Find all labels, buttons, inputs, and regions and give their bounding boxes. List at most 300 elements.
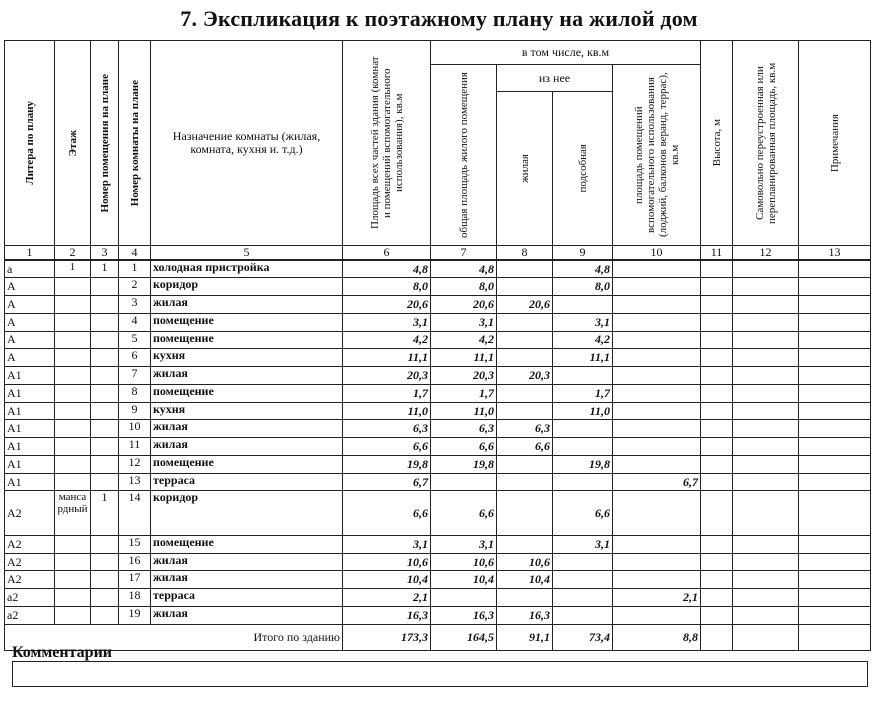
cell-empty	[799, 589, 871, 607]
cell-total: 10,4	[343, 571, 431, 589]
cell-letter: а2	[5, 589, 55, 607]
cell-total: 11,1	[343, 349, 431, 367]
cell-empty	[799, 278, 871, 296]
cell-letter: А	[5, 296, 55, 314]
cell-total: 6,6	[343, 491, 431, 535]
column-number: 11	[701, 246, 733, 261]
cell-aux: 11,1	[553, 349, 613, 367]
column-number: 5	[151, 246, 343, 261]
header-total-area: Площадь всех частей здания (комнат и помещений вспомогательного использования), кв.м	[343, 41, 431, 246]
header-auxiliary-area: площадь помещений вспомогательного использования (лоджий, балконов веранд, террас), кв.м	[613, 65, 701, 246]
cell-letter: а2	[5, 606, 55, 624]
cell-premise: 1	[91, 491, 119, 535]
cell-empty	[701, 313, 733, 331]
cell-general: 4,8	[431, 260, 497, 278]
cell-name: коридор	[151, 278, 343, 296]
header-room-number: Номер комнаты на плане	[119, 41, 151, 246]
cell-living	[497, 260, 553, 278]
cell-room: 9	[119, 402, 151, 420]
cell-living: 16,3	[497, 606, 553, 624]
cell-aux: 4,2	[553, 331, 613, 349]
cell-name: жилая	[151, 420, 343, 438]
cell-empty	[733, 438, 799, 456]
cell-floor	[55, 455, 91, 473]
cell-empty	[799, 491, 871, 535]
cell-letter: А1	[5, 384, 55, 402]
table-row	[5, 349, 871, 367]
cell-balcony	[613, 606, 701, 624]
table-row	[5, 438, 871, 456]
cell-balcony: 2,1	[613, 589, 701, 607]
cell-letter: А1	[5, 438, 55, 456]
cell-empty	[701, 402, 733, 420]
table-row	[5, 606, 871, 624]
cell-aux: 11,0	[553, 402, 613, 420]
cell-name: жилая	[151, 571, 343, 589]
table-row	[5, 260, 871, 278]
column-number: 7	[431, 246, 497, 261]
cell-name: помещение	[151, 535, 343, 553]
cell-general: 10,6	[431, 553, 497, 571]
cell-floor	[55, 278, 91, 296]
cell-aux: 6,6	[553, 491, 613, 535]
cell-empty	[733, 455, 799, 473]
cell-name: кухня	[151, 402, 343, 420]
cell-aux	[553, 473, 613, 491]
cell-room: 6	[119, 349, 151, 367]
cell-name: терраса	[151, 589, 343, 607]
cell-empty	[733, 260, 799, 278]
column-number: 2	[55, 246, 91, 261]
cell-living	[497, 455, 553, 473]
cell-empty	[799, 420, 871, 438]
cell-name: жилая	[151, 553, 343, 571]
cell-premise	[91, 402, 119, 420]
cell-balcony	[613, 455, 701, 473]
cell-general: 16,3	[431, 606, 497, 624]
cell-aux	[553, 367, 613, 385]
header-including: в том числе, кв.м	[431, 41, 701, 65]
cell-letter: А	[5, 331, 55, 349]
cell-premise	[91, 553, 119, 571]
cell-floor	[55, 402, 91, 420]
cell-aux: 1,7	[553, 384, 613, 402]
cell-room: 14	[119, 491, 151, 535]
cell-room: 18	[119, 589, 151, 607]
table-row	[5, 455, 871, 473]
cell-balcony	[613, 491, 701, 535]
cell-total: 6,7	[343, 473, 431, 491]
cell-balcony	[613, 313, 701, 331]
cell-floor	[55, 367, 91, 385]
cell-floor	[55, 535, 91, 553]
cell-floor	[55, 420, 91, 438]
column-number: 12	[733, 246, 799, 261]
cell-empty	[733, 606, 799, 624]
cell-aux	[553, 553, 613, 571]
cell-general	[431, 473, 497, 491]
cell-empty	[799, 296, 871, 314]
cell-total: 20,6	[343, 296, 431, 314]
cell-floor: мансардный	[55, 491, 91, 535]
cell-empty	[733, 313, 799, 331]
cell-empty	[799, 571, 871, 589]
cell-general: 4,2	[431, 331, 497, 349]
cell-empty	[701, 260, 733, 278]
cell-empty	[733, 420, 799, 438]
cell-general: 1,7	[431, 384, 497, 402]
cell-balcony	[613, 402, 701, 420]
cell-premise	[91, 296, 119, 314]
cell-letter: а	[5, 260, 55, 278]
cell-empty	[799, 473, 871, 491]
cell-empty	[701, 367, 733, 385]
totals-general: 164,5	[431, 625, 497, 651]
cell-premise	[91, 535, 119, 553]
cell-room: 12	[119, 455, 151, 473]
cell-room: 7	[119, 367, 151, 385]
page-title: 7. Экспликация к поэтажному плану на жилой дом	[180, 6, 698, 31]
cell-room: 3	[119, 296, 151, 314]
cell-empty	[799, 367, 871, 385]
totals-label: Итого по зданию	[5, 625, 343, 651]
cell-premise	[91, 349, 119, 367]
cell-letter: А	[5, 349, 55, 367]
cell-name: помещение	[151, 331, 343, 349]
cell-empty	[701, 278, 733, 296]
header-unauthorized: Самовольно переустроенная или перепланированная площадь, кв.м	[733, 41, 799, 246]
cell-floor	[55, 438, 91, 456]
cell-aux: 3,1	[553, 313, 613, 331]
cell-empty	[733, 331, 799, 349]
cell-empty	[799, 402, 871, 420]
cell-floor	[55, 296, 91, 314]
cell-living	[497, 402, 553, 420]
cell-floor	[55, 331, 91, 349]
cell-letter: А	[5, 278, 55, 296]
cell-room: 16	[119, 553, 151, 571]
cell-general: 6,6	[431, 438, 497, 456]
cell-floor	[55, 313, 91, 331]
table-row	[5, 313, 871, 331]
cell-empty	[799, 438, 871, 456]
cell-balcony: 6,7	[613, 473, 701, 491]
cell-total: 11,0	[343, 402, 431, 420]
cell-letter: А1	[5, 420, 55, 438]
cell-premise	[91, 473, 119, 491]
cell-room: 4	[119, 313, 151, 331]
cell-empty	[799, 535, 871, 553]
cell-room: 1	[119, 260, 151, 278]
cell-aux: 4,8	[553, 260, 613, 278]
cell-empty	[701, 606, 733, 624]
cell-letter: А2	[5, 553, 55, 571]
cell-premise	[91, 331, 119, 349]
header-general-area: общая площадь жилого помещения	[431, 65, 497, 246]
cell-empty	[799, 313, 871, 331]
cell-empty	[701, 571, 733, 589]
cell-balcony	[613, 367, 701, 385]
cell-floor	[55, 553, 91, 571]
header-utility: подсобная	[553, 92, 613, 246]
header-letter: Литера по плану	[5, 41, 55, 246]
totals-empty	[733, 625, 799, 651]
cell-premise	[91, 313, 119, 331]
cell-total: 1,7	[343, 384, 431, 402]
cell-general: 19,8	[431, 455, 497, 473]
table-row	[5, 331, 871, 349]
cell-living: 20,6	[497, 296, 553, 314]
cell-empty	[733, 473, 799, 491]
cell-name: коридор	[151, 491, 343, 535]
cell-empty	[733, 553, 799, 571]
cell-living	[497, 589, 553, 607]
cell-living	[497, 278, 553, 296]
cell-balcony	[613, 420, 701, 438]
cell-empty	[733, 278, 799, 296]
cell-premise	[91, 384, 119, 402]
totals-aux: 73,4	[553, 625, 613, 651]
cell-empty	[733, 571, 799, 589]
cell-empty	[701, 455, 733, 473]
column-number: 6	[343, 246, 431, 261]
cell-living	[497, 331, 553, 349]
table-row	[5, 278, 871, 296]
column-numbers-row	[5, 246, 871, 261]
cell-empty	[701, 589, 733, 607]
cell-room: 13	[119, 473, 151, 491]
table-row	[5, 553, 871, 571]
cell-general: 3,1	[431, 535, 497, 553]
cell-living: 6,6	[497, 438, 553, 456]
cell-empty	[701, 420, 733, 438]
cell-general: 11,0	[431, 402, 497, 420]
header-of-which: из нее	[497, 65, 613, 92]
column-number: 4	[119, 246, 151, 261]
cell-living	[497, 384, 553, 402]
cell-room: 11	[119, 438, 151, 456]
table-body	[5, 260, 871, 625]
cell-floor	[55, 589, 91, 607]
cell-premise	[91, 278, 119, 296]
table-row	[5, 571, 871, 589]
cell-name: холодная пристройка	[151, 260, 343, 278]
cell-total: 19,8	[343, 455, 431, 473]
column-number: 13	[799, 246, 871, 261]
cell-empty	[701, 553, 733, 571]
cell-total: 20,3	[343, 367, 431, 385]
cell-total: 16,3	[343, 606, 431, 624]
cell-aux	[553, 589, 613, 607]
cell-empty	[701, 384, 733, 402]
cell-name: терраса	[151, 473, 343, 491]
cell-total: 10,6	[343, 553, 431, 571]
cell-premise	[91, 571, 119, 589]
cell-empty	[799, 260, 871, 278]
cell-letter: А1	[5, 473, 55, 491]
cell-empty	[701, 438, 733, 456]
cell-living: 6,3	[497, 420, 553, 438]
cell-empty	[733, 535, 799, 553]
cell-premise	[91, 367, 119, 385]
cell-living: 20,3	[497, 367, 553, 385]
cell-balcony	[613, 384, 701, 402]
cell-general	[431, 589, 497, 607]
cell-empty	[701, 349, 733, 367]
totals-balcony: 8,8	[613, 625, 701, 651]
header-living: жилая	[497, 92, 553, 246]
cell-premise	[91, 420, 119, 438]
cell-empty	[701, 473, 733, 491]
totals-empty	[799, 625, 871, 651]
cell-general: 20,3	[431, 367, 497, 385]
cell-empty	[799, 384, 871, 402]
header-premise-number: Номер помещения на плане	[91, 41, 119, 246]
cell-empty	[733, 349, 799, 367]
table-row	[5, 589, 871, 607]
table-row	[5, 420, 871, 438]
cell-living: 10,4	[497, 571, 553, 589]
cell-aux	[553, 438, 613, 456]
cell-empty	[733, 384, 799, 402]
cell-premise	[91, 589, 119, 607]
table-row	[5, 473, 871, 491]
table-totals	[5, 625, 871, 651]
table-row	[5, 384, 871, 402]
cell-name: помещение	[151, 313, 343, 331]
header-floor: Этаж	[55, 41, 91, 246]
cell-total: 3,1	[343, 535, 431, 553]
cell-name: кухня	[151, 349, 343, 367]
cell-empty	[733, 402, 799, 420]
explication-table	[4, 40, 871, 651]
cell-floor	[55, 349, 91, 367]
cell-letter: А1	[5, 402, 55, 420]
cell-floor	[55, 473, 91, 491]
cell-general: 3,1	[431, 313, 497, 331]
cell-room: 5	[119, 331, 151, 349]
comments-box	[12, 661, 868, 687]
cell-living	[497, 313, 553, 331]
cell-aux	[553, 606, 613, 624]
cell-name: жилая	[151, 367, 343, 385]
cell-letter: А	[5, 313, 55, 331]
cell-name: помещение	[151, 384, 343, 402]
cell-total: 2,1	[343, 589, 431, 607]
cell-living	[497, 535, 553, 553]
cell-premise	[91, 438, 119, 456]
table-row	[5, 491, 871, 535]
cell-name: жилая	[151, 606, 343, 624]
table-row	[5, 402, 871, 420]
table-row	[5, 296, 871, 314]
cell-premise: 1	[91, 260, 119, 278]
cell-letter: А2	[5, 535, 55, 553]
cell-aux	[553, 296, 613, 314]
cell-empty	[733, 491, 799, 535]
cell-living	[497, 349, 553, 367]
cell-empty	[733, 589, 799, 607]
cell-floor	[55, 571, 91, 589]
cell-aux: 19,8	[553, 455, 613, 473]
cell-empty	[701, 535, 733, 553]
cell-balcony	[613, 260, 701, 278]
cell-room: 15	[119, 535, 151, 553]
cell-premise	[91, 606, 119, 624]
header-height: Высота, м	[701, 41, 733, 246]
cell-room: 2	[119, 278, 151, 296]
cell-empty	[799, 606, 871, 624]
cell-balcony	[613, 349, 701, 367]
cell-general: 6,6	[431, 491, 497, 535]
cell-empty	[799, 553, 871, 571]
cell-room: 17	[119, 571, 151, 589]
cell-letter: А2	[5, 571, 55, 589]
cell-empty	[733, 296, 799, 314]
totals-empty	[701, 625, 733, 651]
cell-general: 11,1	[431, 349, 497, 367]
cell-balcony	[613, 571, 701, 589]
comments-label: Комментарии	[12, 644, 113, 661]
cell-letter: А1	[5, 455, 55, 473]
table-row	[5, 367, 871, 385]
cell-empty	[799, 331, 871, 349]
cell-letter: А1	[5, 367, 55, 385]
cell-name: жилая	[151, 438, 343, 456]
cell-floor: 1	[55, 260, 91, 278]
cell-general: 10,4	[431, 571, 497, 589]
cell-general: 8,0	[431, 278, 497, 296]
cell-room: 10	[119, 420, 151, 438]
cell-floor	[55, 384, 91, 402]
cell-total: 4,2	[343, 331, 431, 349]
cell-name: жилая	[151, 296, 343, 314]
cell-total: 3,1	[343, 313, 431, 331]
cell-balcony	[613, 438, 701, 456]
column-number: 8	[497, 246, 553, 261]
cell-total: 8,0	[343, 278, 431, 296]
cell-empty	[701, 296, 733, 314]
cell-aux	[553, 571, 613, 589]
cell-premise	[91, 455, 119, 473]
column-number: 10	[613, 246, 701, 261]
column-number: 9	[553, 246, 613, 261]
table-row	[5, 535, 871, 553]
cell-aux	[553, 420, 613, 438]
cell-balcony	[613, 278, 701, 296]
cell-general: 20,6	[431, 296, 497, 314]
cell-room: 8	[119, 384, 151, 402]
cell-empty	[701, 331, 733, 349]
table-header	[5, 41, 871, 261]
totals-total: 173,3	[343, 625, 431, 651]
cell-balcony	[613, 296, 701, 314]
header-notes: Примечания	[799, 41, 871, 246]
cell-empty	[799, 455, 871, 473]
cell-living	[497, 473, 553, 491]
cell-floor	[55, 606, 91, 624]
column-number: 3	[91, 246, 119, 261]
column-number: 1	[5, 246, 55, 261]
cell-name: помещение	[151, 455, 343, 473]
totals-living: 91,1	[497, 625, 553, 651]
cell-total: 6,3	[343, 420, 431, 438]
cell-aux: 8,0	[553, 278, 613, 296]
cell-empty	[733, 367, 799, 385]
cell-room: 19	[119, 606, 151, 624]
cell-living	[497, 491, 553, 535]
header-purpose: Назначение комнаты (жилая, комната, кухня и. т.д.)	[151, 41, 343, 246]
